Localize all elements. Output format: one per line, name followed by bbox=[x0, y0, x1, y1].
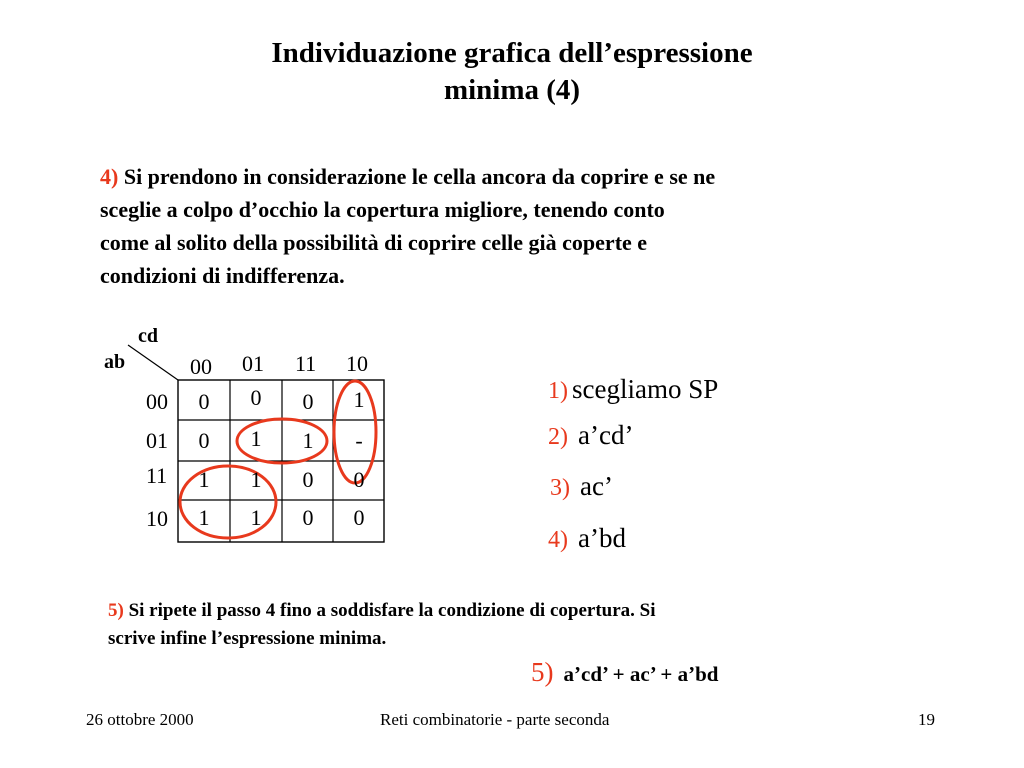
kmap-cell: 0 bbox=[353, 466, 365, 492]
kmap-cell: 1 bbox=[250, 466, 262, 492]
kmap-row-variable: ab bbox=[104, 351, 126, 373]
kmap-cell: 1 bbox=[250, 425, 262, 451]
kmap-cell: 0 bbox=[250, 384, 262, 410]
kmap-cell: 1 bbox=[302, 427, 314, 453]
kmap-col-variable: cd bbox=[138, 325, 158, 347]
intro-step-number: 4) bbox=[100, 164, 119, 189]
kmap-cell: 1 bbox=[353, 386, 365, 412]
kmap-diagonal bbox=[128, 345, 178, 380]
step-number: 3) bbox=[550, 475, 570, 501]
kmap-col-header: 00 bbox=[190, 354, 212, 379]
kmap-row-header: 00 bbox=[146, 389, 168, 414]
kmap-cell: - bbox=[355, 427, 363, 453]
step-number: 4) bbox=[548, 527, 568, 553]
result-expression bbox=[531, 657, 718, 688]
intro-line-4: condizioni di indifferenza. bbox=[100, 263, 345, 288]
step5-number: 5) bbox=[108, 600, 124, 621]
step-text: scegliamo SP bbox=[572, 374, 719, 404]
kmap-cell: 0 bbox=[353, 504, 365, 530]
step-item bbox=[548, 374, 718, 405]
footer-title: Reti combinatorie - parte seconda bbox=[380, 710, 610, 729]
kmap-cell: 1 bbox=[198, 504, 210, 530]
kmap-row-header: 11 bbox=[146, 463, 168, 488]
footer-date: 26 ottobre 2000 bbox=[86, 710, 194, 729]
kmap-cell: 0 bbox=[198, 388, 210, 414]
step5-paragraph bbox=[108, 597, 928, 653]
kmap-cell: 0 bbox=[302, 504, 314, 530]
step5-line-1: 5) Si ripete il passo 4 fino a soddisfare la condizione di copertura. Si bbox=[108, 600, 656, 621]
result-text: a’cd’ + ac’ + a’bd bbox=[563, 662, 719, 686]
kmap-row-header: 10 bbox=[146, 506, 168, 531]
page-number: 19 bbox=[918, 710, 935, 729]
step-text: a’bd bbox=[578, 523, 626, 553]
step-item bbox=[550, 471, 613, 502]
kmap-cell: 1 bbox=[250, 504, 262, 530]
step-number: 2) bbox=[548, 424, 568, 450]
kmap-cell: 1 bbox=[198, 466, 210, 492]
intro-line-1: 4) Si prendono in considerazione le cella ancora da coprire e se ne bbox=[100, 164, 716, 189]
kmap-cell: 0 bbox=[302, 388, 314, 414]
step-text: a’cd’ bbox=[578, 420, 634, 450]
step-item bbox=[548, 523, 626, 554]
kmap-col-header: 01 bbox=[242, 351, 264, 376]
kmap-col-header: 11 bbox=[295, 351, 317, 376]
kmap-cell: 0 bbox=[198, 427, 210, 453]
result-number: 5) bbox=[531, 657, 554, 687]
title-line-2: minima (4) bbox=[443, 74, 581, 106]
step5-line-2: scrive infine l’espressione minima. bbox=[108, 628, 387, 649]
intro-line-3: come al solito della possibilità di coprire celle già coperte e bbox=[100, 230, 648, 255]
step-item bbox=[548, 420, 633, 451]
intro-line-2: sceglie a colpo d’occhio la copertura migliore, tenendo conto bbox=[100, 197, 665, 222]
title-line-1: Individuazione grafica dell’espressione bbox=[271, 37, 753, 69]
step-text: ac’ bbox=[580, 471, 613, 501]
kmap-row-header: 01 bbox=[146, 428, 168, 453]
kmap-cell: 0 bbox=[302, 466, 314, 492]
step-number: 1) bbox=[548, 378, 568, 404]
kmap-col-header: 10 bbox=[346, 351, 368, 376]
